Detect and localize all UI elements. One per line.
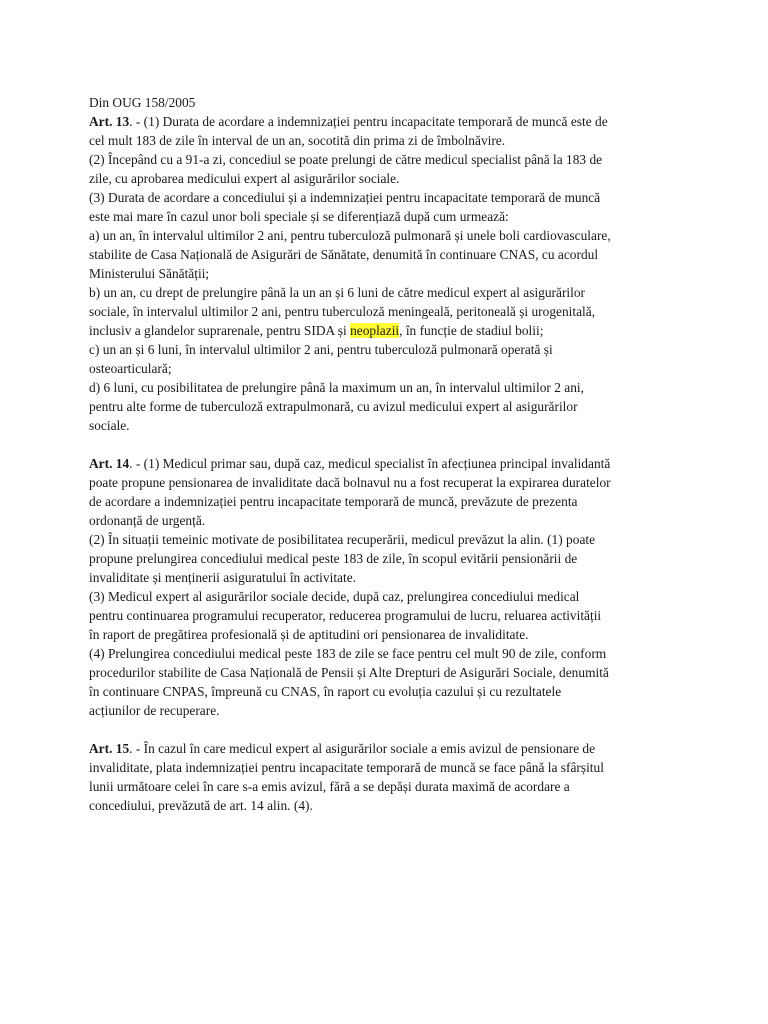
article-13-line: b) un an, cu drept de prelungire până la un an și 6 luni de către medicul expert al asigurărilor [89, 285, 586, 300]
article-13-highlight-line: inclusiv a glandelor suprarenale, pentru SIDA și neoplazii, în funcție de stadiul bolii; [89, 323, 544, 338]
article-13-line: este mai mare în cazul unor boli speciale și se diferențiază după cum urmează: [89, 209, 509, 224]
paragraph-gap [89, 435, 681, 454]
document-page [89, 93, 681, 815]
article-14-line: (4) Prelungirea concediului medical peste 183 de zile se face pentru cel mult 90 de zile, conform [89, 646, 607, 661]
article-14-line: (3) Medicul expert al asigurărilor sociale decide, după caz, prelungirea concediului medical [89, 589, 580, 604]
article-13 [89, 112, 681, 435]
article-13-line: a) un an, în intervalul ultimilor 2 ani, pentru tuberculoză pulmonară și unele boli cardiovasculare, [89, 228, 611, 243]
article-14-label: Art. 14 [89, 456, 130, 471]
article-15-label: Art. 15 [89, 741, 130, 756]
article-14-line: în continuare CNPAS, împreună cu CNAS, în raport cu evoluția cazului și cu rezultatele [89, 684, 562, 699]
article-15 [89, 739, 681, 815]
article-14 [89, 454, 681, 720]
article-15-line-1: Art. 15. - În cazul în care medicul expert al asigurărilor sociale a emis avizul de pensionare de [89, 741, 596, 756]
article-13-line: Ministerului Sănătății; [89, 266, 210, 281]
article-13-line: zile, cu aprobarea medicului expert al asigurărilor sociale. [89, 171, 400, 186]
article-13-line: (2) Începând cu a 91-a zi, concediul se poate prelungi de către medicul specialist până la 183 de [89, 152, 603, 167]
article-13-line: osteoarticulară; [89, 361, 172, 376]
article-15-line: concediului, prevăzută de art. 14 alin. (4). [89, 798, 313, 813]
article-13-line: (3) Durata de acordare a concediului și a indemnizației pentru incapacitate temporară de muncă [89, 190, 601, 205]
article-13-line: cel mult 183 de zile în interval de un an, socotită din prima zi de îmbolnăvire. [89, 133, 506, 148]
article-14-line: invaliditate și menținerii asiguratului în activitate. [89, 570, 356, 585]
article-13-label: Art. 13 [89, 114, 130, 129]
article-13-line: c) un an și 6 luni, în intervalul ultimilor 2 ani, pentru tuberculoză pulmonară operată și [89, 342, 553, 357]
article-14-line: (2) În situații temeinic motivate de posibilitatea recuperării, medicul prevăzut la alin. (1) poate [89, 532, 596, 547]
article-14-line: acțiunilor de recuperare. [89, 703, 220, 718]
article-14-line: în raport de pregătirea profesională și de aptitudini ori pensionarea de invaliditate. [89, 627, 529, 642]
article-15-line: invaliditate, plata indemnizației pentru incapacitate temporară de muncă se face până la sfârșitul [89, 760, 604, 775]
article-13-line: sociale, în intervalul ultimilor 2 ani, pentru tuberculoză meningeală, peritoneală și urogenitală, [89, 304, 596, 319]
article-14-line-1: Art. 14. - (1) Medicul primar sau, după caz, medicul specialist în afecțiunea principal invalidantă [89, 456, 611, 471]
article-14-line: ordonanță de urgență. [89, 513, 206, 528]
highlighted-term: neoplazii [350, 323, 400, 338]
article-14-line: poate propune pensionarea de invaliditate dacă bolnavul nu a fost recuperat la expirarea duratelor [89, 475, 611, 490]
article-13-line: d) 6 luni, cu posibilitatea de prelungire până la maximum un an, în intervalul ultimilor 2 ani, [89, 380, 584, 395]
paragraph-gap [89, 720, 681, 739]
article-15-line: lunii următoare celei în care s-a emis avizul, fără a se depăși durata maximă de acordare a [89, 779, 570, 794]
article-13-line: stabilite de Casa Națională de Asigurări de Sănătate, denumită în continuare CNAS, cu acordul [89, 247, 599, 262]
article-14-line: propune prelungirea concediului medical peste 183 de zile, în scopul evitării pensionării de [89, 551, 578, 566]
article-13-line-1: Art. 13. - (1) Durata de acordare a indemnizației pentru incapacitate temporară de muncă este de [89, 114, 608, 129]
article-14-line: procedurilor stabilite de Casa Națională de Pensii și Alte Drepturi de Asigurări Sociale, denumită [89, 665, 609, 680]
article-13-line: sociale. [89, 418, 130, 433]
article-14-line: de acordare a indemnizației pentru incapacitate temporară de muncă, prevăzute de prezenta [89, 494, 578, 509]
source-title: Din OUG 158/2005 [89, 95, 196, 110]
article-14-line: pentru continuarea programului recuperator, reducerea programului de lucru, reluarea activității [89, 608, 602, 623]
article-13-line: pentru alte forme de tuberculoză extrapulmonară, cu avizul medicului expert al asigurărilor [89, 399, 578, 414]
